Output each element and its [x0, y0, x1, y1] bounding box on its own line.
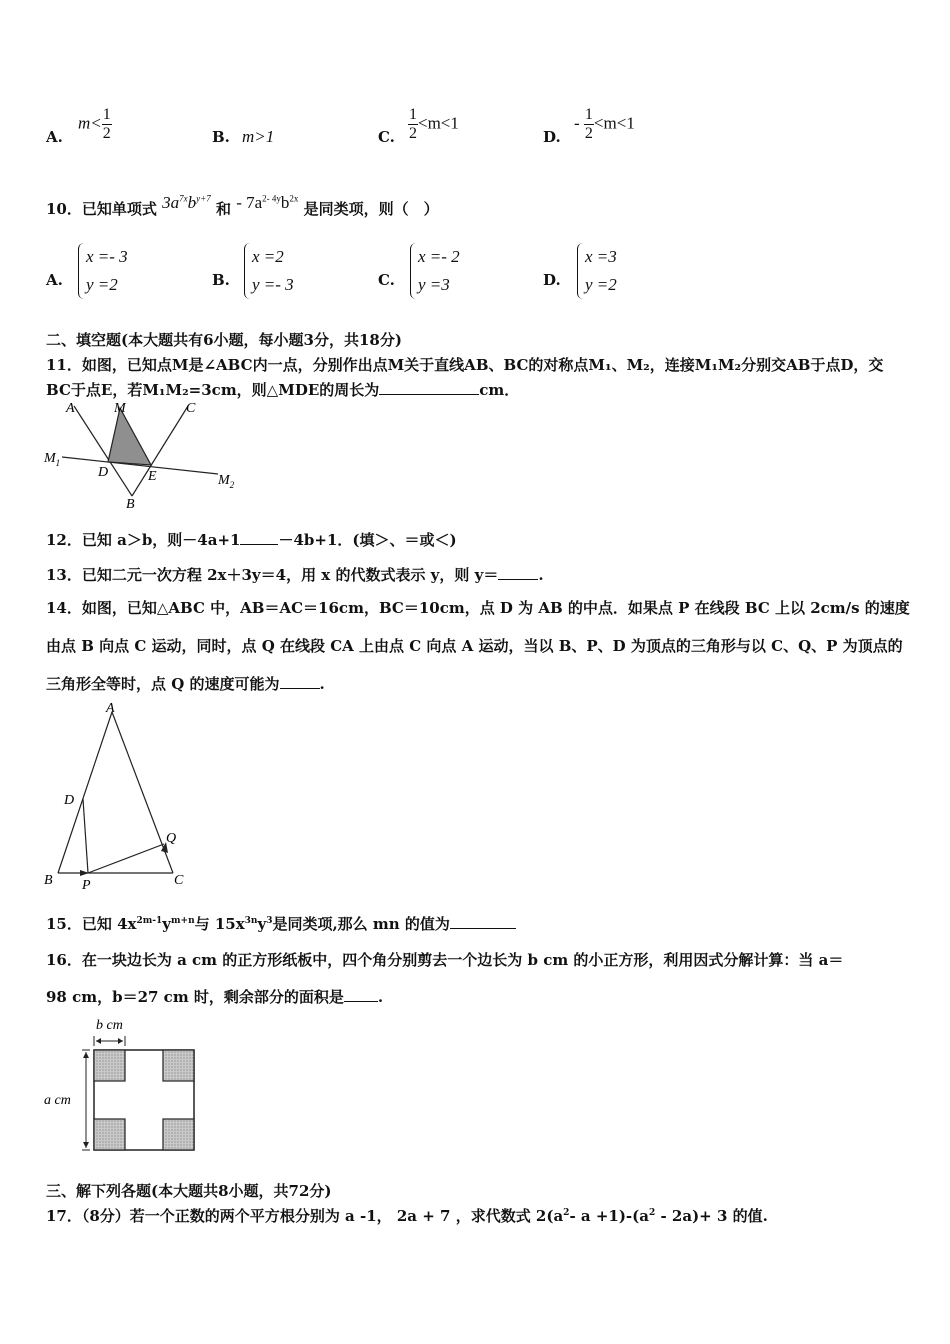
q15-answer-blank[interactable] [450, 928, 516, 929]
q10-option-b-label: B. [212, 271, 230, 289]
q9-option-b-label: B. [212, 128, 230, 146]
corner-square-br [163, 1119, 194, 1150]
q10-stem [46, 193, 439, 219]
label-a-cm: a cm [44, 1093, 71, 1108]
label-a: A [106, 701, 115, 716]
q9-option-a [78, 106, 112, 143]
q11-line1: 11．如图，已知点M是∠ABC内一点，分别作出点M关于直线AB、BC的对称点M₁、M₂，连接M₁M₂分别交AB于点D，交 [46, 356, 884, 374]
q16-answer-blank[interactable] [344, 1001, 378, 1002]
label-a: A [66, 401, 75, 416]
q9-option-c [408, 106, 459, 143]
label-e: E [148, 469, 157, 484]
q11-figure [40, 398, 250, 510]
label-p: P [82, 878, 91, 893]
q10-option-c: x =- 2 y =3 [410, 243, 460, 299]
q11-answer-blank[interactable] [379, 394, 479, 395]
q15: 15．已知 $4x^{2m-1}y^{m+n}$与 $15x^{3n}y^3$是同类项,那么 mn 的值为 [46, 913, 516, 934]
arrow-left-icon [96, 1038, 101, 1044]
q9-option-d-suffix: <m<1 [593, 113, 635, 133]
label-b-cm: b cm [96, 1018, 123, 1033]
q10-conj: 和 [215, 200, 231, 218]
q9-option-a-prefix: m< [78, 113, 102, 133]
q9-option-b: m>1 [242, 127, 275, 146]
q10-option-d: x =3 y =2 [577, 243, 617, 299]
q13: 13．已知二元一次方程 2x＋3y＝4，用 x 的代数式表示 y，则 y＝ . [46, 566, 544, 584]
corner-square-bl [94, 1119, 125, 1150]
fraction-denominator: 2 [102, 125, 111, 142]
label-c: C [186, 401, 196, 416]
section-3-heading: 三、解下列各题(本大题共8小题，共72分) [46, 1182, 332, 1200]
q10-option-b: x =2 y =- 3 [244, 243, 294, 299]
fraction-denominator: 2 [409, 125, 417, 142]
label-m2: $M_2$ [218, 473, 235, 490]
q9-option-d-label: D. [543, 128, 561, 146]
q10-term2: - $7a^{2- 4y}b^{2x}$ [236, 193, 299, 212]
q9-option-c-suffix: <m<1 [418, 113, 459, 133]
label-d: D [98, 465, 109, 480]
arrow-down-icon [83, 1142, 89, 1148]
label-d: D [64, 793, 75, 808]
q16-line2: 98 cm，b＝27 cm 时，剩余部分的面积是 . [46, 988, 384, 1006]
q14-answer-blank[interactable] [280, 688, 320, 689]
section-2-heading: 二、填空题(本大题共有6小题，每小题3分，共18分) [46, 331, 402, 349]
q14-figure [40, 698, 200, 894]
q16-figure [42, 1012, 202, 1154]
q10-option-d-label: D. [543, 271, 561, 289]
segment-pq [88, 844, 164, 873]
q10-option-c-label: C. [378, 271, 395, 289]
q14-line1: 14．如图，已知△ABC 中，AB＝AC＝16cm，BC＝10cm，点 D 为 AB 的中点．如果点 P 在线段 BC 上以 2cm/s 的速度 [46, 599, 910, 617]
fraction-numerator: 1 [584, 106, 593, 123]
q10-option-a: x =- 3 y =2 [78, 243, 128, 299]
corner-square-tl [94, 1050, 125, 1081]
q14-line3: 三角形全等时，点 Q 的速度可能为 . [46, 675, 325, 693]
segment-dp [83, 799, 88, 873]
q16-line1: 16．在一块边长为 a cm 的正方形纸板中，四个角分别剪去一个边长为 b cm 的小正方形，利用因式分解计算：当 a＝ [46, 951, 844, 969]
corner-square-tr [163, 1050, 194, 1081]
label-c: C [174, 873, 184, 888]
q10-option-a-label: A. [46, 271, 63, 289]
label-b: B [126, 497, 135, 510]
fraction-denominator: 2 [584, 125, 593, 142]
label-m1: $M_1$ [44, 451, 61, 468]
q12-answer-blank[interactable] [240, 544, 278, 545]
q17: 17．（8分）若一个正数的两个平方根分别为 a -1， 2a + 7 ，求代数式 $2(a^2-$ $a +1)-(a^2 - 2a)+ 3$ 的值. [46, 1207, 768, 1225]
q14-line2: 由点 B 向点 C 运动，同时，点 Q 在线段 CA 上由点 C 向点 A 运动，当以 B、P、D 为顶点的三角形与以 C、Q、P 为顶点的 [46, 637, 903, 655]
q10-tail: 是同类项，则（ ） [303, 200, 439, 218]
q10-lead: 已知单项式 [81, 200, 157, 218]
q12: 12．已知 a＞b，则－4a+1 －4b+1．(填＞、＝或＜) [46, 531, 457, 549]
q9-option-d-prefix: - [574, 113, 584, 133]
q9-option-a-label: A. [46, 128, 63, 146]
label-q: Q [166, 831, 177, 846]
arrow-up-icon [83, 1052, 89, 1058]
label-b: B [44, 873, 53, 888]
q9-option-c-label: C. [378, 128, 395, 146]
q11-line2: BC于点E，若M₁M₂=3cm，则△MDE的周长为 cm． [46, 381, 520, 399]
q13-answer-blank[interactable] [498, 579, 538, 580]
label-m: M [114, 401, 126, 416]
fraction-numerator: 1 [102, 106, 111, 123]
q10-number: 10． [46, 200, 82, 218]
fraction-numerator: 1 [409, 106, 417, 123]
q10-term1: $3a^{7x}b^{y+7}$ [162, 193, 211, 212]
q9-option-d [574, 106, 635, 143]
triangle-mde [108, 408, 151, 465]
arrow-right-icon [118, 1038, 123, 1044]
